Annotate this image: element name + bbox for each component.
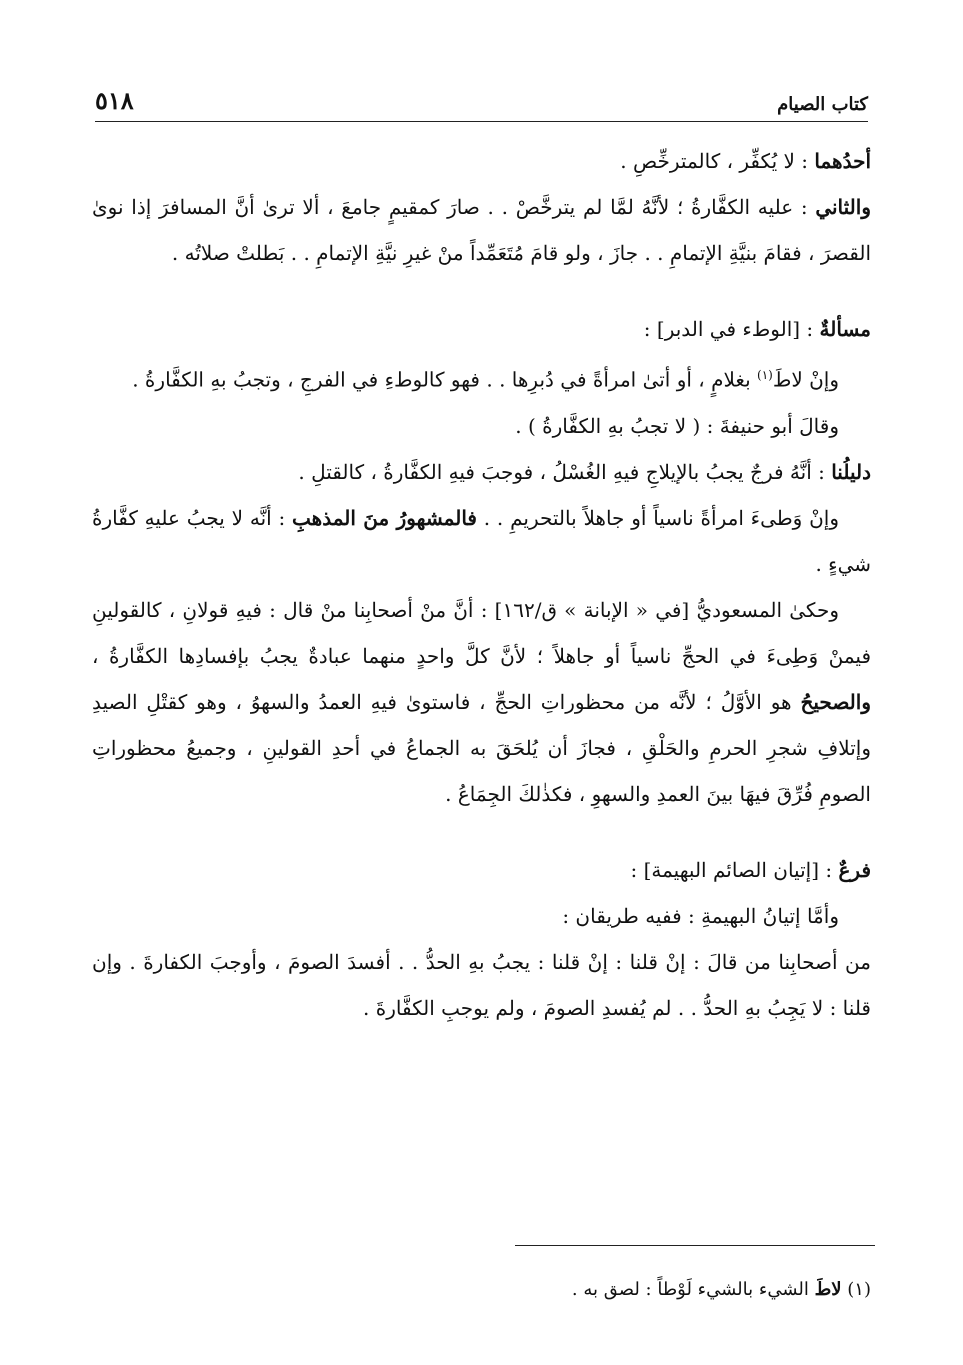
page-number: ٥١٨ — [95, 86, 134, 115]
footnote-divider — [515, 1245, 875, 1246]
term: والثاني — [815, 195, 871, 219]
term: فرعٌ — [838, 857, 871, 882]
chapter-title: كتاب الصيام — [777, 94, 868, 115]
section-heading: فرعٌ : [إتيان الصائم البهيمة] : — [630, 857, 871, 882]
section-heading: مسألةٌ : [الوطء في الدبر] : — [643, 317, 871, 341]
term: فالمشهورُ منَ المذهبِ — [292, 505, 477, 530]
paragraph: وحكىٰ المسعوديُّ [في « الإبانة » ق/١٦٢] : أنَّ منْ أصحابِنا منْ قال : فيهِ قولانِ ، كالقولينِ فيمنْ وَطِىءَ في الحجِّ ناسياً أو جاهلاً ؛ لأنَّ كلَّ واحدٍ منهما عبادةٌ يجبُ بإفسادِها الكفَّارةُ ، والصحيحُ هو الأوَّلُ ؛ لأنَّه من محظوراتِ الحجِّ ، فاستوىٰ فيهِ العمدُ والسهوُ ، وهو كقتْلِ الصيدِ وإتلافِ شجرِ الحرمِ والحَلْقِ ، فجازَ أن يُلحَقَ به الجماعُ في أحدِ القولينِ ، وجميعُ محظوراتِ الصومِ فُرِّقَ فيهَا بينَ العمدِ والسهوِ ، فكذٰلكَ الجِمَاعُ . — [92, 597, 871, 806]
paragraph: من أصحابِنا من قالَ : إنْ قلنا : إنْ قلنا : يجبُ بهِ الحدُّ . . أفسدَ الصومَ ، وأوجبَ الكفارةَ . وإن قلنا : لا يَجِبُ بهِ الحدُّ . . لم يُفسدِ الصومَ ، ولم يوجبِ الكفَّارةَ . — [92, 949, 871, 1020]
paragraph: والثاني : عليه الكفَّارةُ ؛ لأنَّهُ لمَّا لم يترخَّصْ . . صارَ كمقيمٍ جامعَ ، ألا ترىٰ أنَّ المسافرَ إذا نوىٰ القصرَ ، فقامَ بنيَّةِ الإتمامِ . . جازَ ، ولو قامَ مُتَعَمِّداً منْ غيرِ نيَّةِ الإتمامِ . . بَطلتْ صلاتُه . — [92, 195, 871, 265]
paragraph: وأمَّا إتيانُ البهيمةِ : ففيه طريقان : — [562, 903, 839, 928]
paragraph: وإنْ لاطَ$^{(١)}$ بغلامٍ ، أو أتىٰ امرأةً في دُبرِها . . فهو كالوطءِ في الفرجِ ، وتجبُ بهِ الكفَّارةُ . — [132, 367, 839, 392]
term: دليلُنا — [831, 459, 871, 484]
paragraph: وقالَ أبو حنيفةَ : ( لا تجبُ بهِ الكفَّارةُ ) . — [515, 413, 839, 438]
paragraph: وإنْ وَطىءَ امرأةً ناسياً أو جاهلاً بالتحريمِ . . فالمشهورُ منَ المذهبِ : أنَّه لا يجبُ عليهِ كفَّارةُ شيءٍ . — [92, 505, 871, 576]
footnote-marker: (١) — [847, 1279, 871, 1300]
page-header — [95, 88, 868, 122]
paragraph: دليلُنا : أنَّهُ فرجٌ يجبُ بالإيلاجِ فيهِ الغُسْلُ ، فوجبَ فيهِ الكفَّارةُ ، كالقتلِ . — [298, 459, 871, 484]
footnote-ref[interactable]: (١) — [757, 368, 773, 382]
term: مسألةٌ — [819, 317, 871, 341]
footnote: (١) لاطَ الشيء بالشيء لَوْطاً : لصق به . — [571, 1279, 871, 1300]
paragraph: أحدُهما : لا يُكفِّر ، كالمترخِّصِ . — [620, 149, 871, 173]
term: أحدُهما — [814, 149, 871, 173]
term: لاطَ — [814, 1279, 842, 1300]
page-body — [92, 138, 871, 1031]
term: والصحيحُ — [800, 689, 871, 714]
